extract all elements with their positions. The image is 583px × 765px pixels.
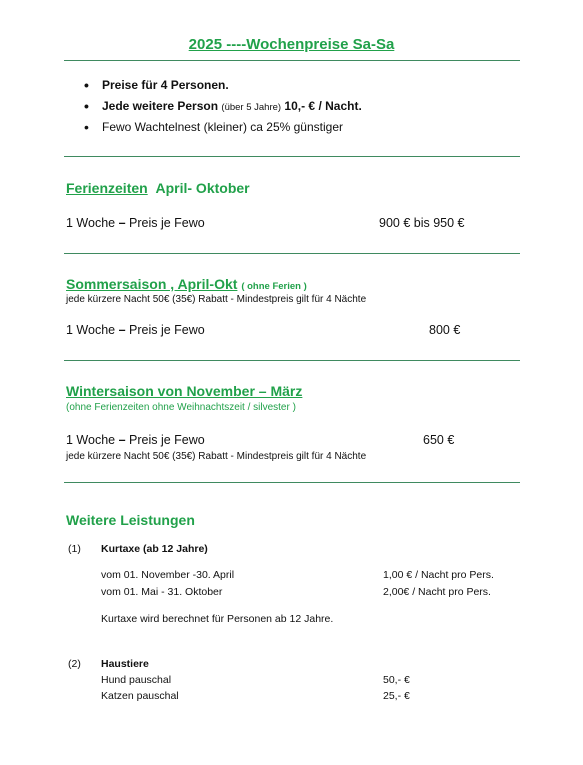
section-subheading: (ohne Ferienzeiten ohne Weihnachtszeit / silvester ) [66, 402, 296, 413]
row-label: Katzen pauschal [101, 690, 179, 702]
bullet-price: 10,- € / Nacht. [284, 99, 362, 113]
bullet-text: Jede weitere Person [102, 99, 219, 113]
heading-underlined: Wintersaison von November – März [66, 383, 303, 399]
label-dash: – [118, 323, 126, 337]
info-list [84, 75, 362, 138]
section-heading-weitere: Weitere Leistungen [66, 512, 195, 528]
section-note: jede kürzere Nacht 50€ (35€) Rabatt - Mindestpreis gilt für 4 Nächte [66, 451, 367, 462]
page-title: 2025 ----Wochenpreise Sa-Sa [188, 36, 395, 53]
heading-note: ( ohne Ferien ) [241, 281, 307, 292]
label-part: 1 Woche [66, 433, 119, 447]
divider [64, 482, 520, 483]
row-price: 650 € [423, 433, 455, 447]
row-label [66, 433, 205, 447]
section-heading-winter [66, 383, 302, 399]
label-dash: – [118, 433, 126, 447]
label-part: Preis je Fewo [125, 433, 205, 447]
item-note: Kurtaxe wird berechnet für Personen ab 12 Jahre. [101, 613, 334, 625]
row-label: vom 01. November -30. April [101, 569, 235, 581]
row-price: 2,00€ / Nacht pro Pers. [383, 586, 491, 598]
row-price: 1,00 € / Nacht pro Pers. [383, 569, 494, 581]
bullet-note: (über 5 Jahre) [221, 102, 282, 113]
row-price: 900 € bis 950 € [379, 216, 465, 230]
row-label [66, 323, 205, 337]
section-note: jede kürzere Nacht 50€ (35€) Rabatt - Mindestpreis gilt für 4 Nächte [66, 294, 367, 305]
list-item [84, 75, 362, 96]
row-label [66, 216, 205, 230]
divider [64, 60, 520, 61]
label-dash: – [118, 216, 126, 230]
divider [64, 360, 520, 361]
row-price: 25,- € [383, 690, 410, 702]
item-number: (1) [68, 543, 81, 555]
section-heading-sommer [66, 276, 307, 292]
row-price: 800 € [429, 323, 461, 337]
row-label: vom 01. Mai - 31. Oktober [101, 586, 223, 598]
label-part: 1 Woche [66, 216, 119, 230]
list-item [84, 117, 362, 138]
item-title: Haustiere [101, 658, 149, 670]
label-part: Preis je Fewo [125, 323, 205, 337]
row-label: Hund pauschal [101, 674, 172, 686]
divider [64, 253, 520, 254]
heading-rest: April- Oktober [155, 180, 250, 196]
item-title: Kurtaxe (ab 12 Jahre) [101, 543, 208, 555]
bullet-text: Fewo Wachtelnest (kleiner) ca 25% günstiger [102, 120, 343, 134]
section-heading-ferien [66, 180, 250, 196]
label-part: Preis je Fewo [125, 216, 205, 230]
bullet-text: Preise für 4 Personen. [102, 78, 229, 92]
item-number: (2) [68, 658, 81, 670]
label-part: 1 Woche [66, 323, 119, 337]
divider [64, 156, 520, 157]
list-item [84, 96, 362, 117]
heading-underlined: Sommersaison , April-Okt [66, 276, 238, 292]
row-price: 50,- € [383, 674, 410, 686]
heading-underlined: Ferienzeiten [66, 180, 148, 196]
